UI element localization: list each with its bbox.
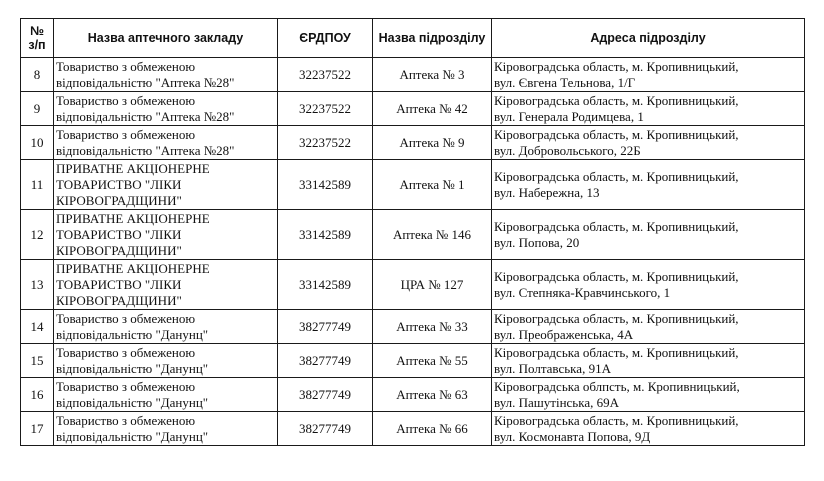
- pharmacy-name-line: відповідальністю "Аптека №28": [56, 74, 235, 90]
- unit-address-line: вул. Космонавта Попова, 9Д: [494, 428, 651, 444]
- pharmacy-name-line: відповідальністю "Данунц": [56, 394, 209, 410]
- pharmacy-name: [54, 160, 278, 210]
- unit-address: [492, 92, 805, 126]
- pharmacy-name-line: ПРИВАТНЕ АКЦІОНЕРНЕ: [56, 260, 210, 276]
- unit-address: [492, 58, 805, 92]
- unit-address-line: Кіровоградська область, м. Кропивницький,: [494, 310, 739, 326]
- pharmacy-name: [54, 210, 278, 260]
- table-row: [21, 160, 805, 210]
- unit-address: [492, 126, 805, 160]
- table-row: [21, 412, 805, 446]
- unit-address-line: вул. Степняка-Кравчинського, 1: [494, 284, 671, 300]
- table-row: [21, 344, 805, 378]
- unit-address-line: Кіровоградська область, м. Кропивницький,: [494, 168, 739, 184]
- edrpou-code: 38277749: [278, 412, 373, 446]
- unit-address: [492, 260, 805, 310]
- unit-address-line: вул. Генерала Родимцева, 1: [494, 108, 644, 124]
- unit-address-line: Кіровоградська область, м. Кропивницький,: [494, 218, 739, 234]
- unit-address-line: вул. Добровольського, 22Б: [494, 142, 641, 158]
- unit-name: ЦРА № 127: [373, 260, 492, 310]
- row-number: 12: [21, 210, 54, 260]
- unit-address-line: вул. Полтавська, 91А: [494, 360, 611, 376]
- pharmacy-name-line: ТОВАРИСТВО "ЛІКИ: [56, 276, 182, 292]
- pharmacy-name: [54, 378, 278, 412]
- row-number: 14: [21, 310, 54, 344]
- header-number: [21, 19, 54, 58]
- row-number: 8: [21, 58, 54, 92]
- header-pharmacy-name: Назва аптечного закладу: [54, 19, 278, 58]
- pharmacy-name-line: Товариство з обмеженою: [56, 412, 196, 428]
- pharmacy-name-line: відповідальністю "Данунц": [56, 428, 209, 444]
- edrpou-code: 38277749: [278, 344, 373, 378]
- unit-name: Аптека № 33: [373, 310, 492, 344]
- table-row: [21, 210, 805, 260]
- pharmacy-name-line: КІРОВОГРАДЩИНИ": [56, 292, 182, 308]
- unit-address-line: Кіровоградська облпсть, м. Кропивницький,: [494, 378, 740, 394]
- header-unit-address: Адреса підрозділу: [492, 19, 805, 58]
- row-number: 11: [21, 160, 54, 210]
- unit-name: Аптека № 42: [373, 92, 492, 126]
- pharmacy-name-line: ТОВАРИСТВО "ЛІКИ: [56, 226, 182, 242]
- pharmacy-name: [54, 412, 278, 446]
- unit-name: Аптека № 146: [373, 210, 492, 260]
- unit-name: Аптека № 66: [373, 412, 492, 446]
- pharmacy-name-line: КІРОВОГРАДЩИНИ": [56, 192, 182, 208]
- header-unit-name: Назва підрозділу: [373, 19, 492, 58]
- unit-address-line: вул. Пашутінська, 69А: [494, 394, 620, 410]
- pharmacy-name-line: Товариство з обмеженою: [56, 310, 196, 326]
- pharmacy-name-line: Товариство з обмеженою: [56, 92, 196, 108]
- unit-name: Аптека № 63: [373, 378, 492, 412]
- header-number-line1: №: [30, 24, 44, 38]
- table-header-row: [21, 19, 805, 58]
- unit-address: [492, 378, 805, 412]
- pharmacy-name-line: ПРИВАТНЕ АКЦІОНЕРНЕ: [56, 210, 210, 226]
- row-number: 9: [21, 92, 54, 126]
- table-row: [21, 378, 805, 412]
- unit-address-line: Кіровоградська область, м. Кропивницький,: [494, 126, 739, 142]
- unit-name: Аптека № 3: [373, 58, 492, 92]
- unit-address-line: вул. Попова, 20: [494, 234, 580, 250]
- edrpou-code: 32237522: [278, 126, 373, 160]
- pharmacy-name-line: Товариство з обмеженою: [56, 378, 196, 394]
- pharmacy-name-line: ТОВАРИСТВО "ЛІКИ: [56, 176, 182, 192]
- pharmacy-name: [54, 344, 278, 378]
- table-row: [21, 310, 805, 344]
- edrpou-code: 32237522: [278, 58, 373, 92]
- table-row: [21, 126, 805, 160]
- edrpou-code: 38277749: [278, 378, 373, 412]
- pharmacy-name-line: КІРОВОГРАДЩИНИ": [56, 242, 182, 258]
- pharmacy-name-line: відповідальністю "Аптека №28": [56, 142, 235, 158]
- pharmacy-name: [54, 126, 278, 160]
- table-row: [21, 58, 805, 92]
- header-edrpou: ЄРДПОУ: [278, 19, 373, 58]
- unit-address-line: вул. Преображенська, 4А: [494, 326, 634, 342]
- header-number-line2: з/п: [28, 38, 46, 52]
- unit-name: Аптека № 9: [373, 126, 492, 160]
- table-body: [21, 58, 805, 446]
- unit-address-line: Кіровоградська область, м. Кропивницький,: [494, 344, 739, 360]
- unit-name: Аптека № 55: [373, 344, 492, 378]
- edrpou-code: 33142589: [278, 260, 373, 310]
- unit-address: [492, 210, 805, 260]
- pharmacy-registry-table: [20, 18, 805, 446]
- unit-address: [492, 160, 805, 210]
- pharmacy-name: [54, 310, 278, 344]
- edrpou-code: 32237522: [278, 92, 373, 126]
- pharmacy-name-line: відповідальністю "Аптека №28": [56, 108, 235, 124]
- unit-address-line: вул. Євгена Тельнова, 1/Г: [494, 74, 636, 90]
- table-row: [21, 92, 805, 126]
- pharmacy-name-line: відповідальністю "Данунц": [56, 326, 209, 342]
- unit-address-line: Кіровоградська область, м. Кропивницький,: [494, 92, 739, 108]
- edrpou-code: 38277749: [278, 310, 373, 344]
- unit-address-line: вул. Набережна, 13: [494, 184, 600, 200]
- row-number: 16: [21, 378, 54, 412]
- unit-address: [492, 310, 805, 344]
- pharmacy-name-line: ПРИВАТНЕ АКЦІОНЕРНЕ: [56, 160, 210, 176]
- row-number: 10: [21, 126, 54, 160]
- pharmacy-name-line: відповідальністю "Данунц": [56, 360, 209, 376]
- table-row: [21, 260, 805, 310]
- pharmacy-name-line: Товариство з обмеженою: [56, 126, 196, 142]
- pharmacy-name: [54, 92, 278, 126]
- row-number: 15: [21, 344, 54, 378]
- row-number: 13: [21, 260, 54, 310]
- unit-address: [492, 412, 805, 446]
- row-number: 17: [21, 412, 54, 446]
- unit-name: Аптека № 1: [373, 160, 492, 210]
- unit-address-line: Кіровоградська область, м. Кропивницький,: [494, 412, 739, 428]
- unit-address-line: Кіровоградська область, м. Кропивницький,: [494, 268, 739, 284]
- pharmacy-name-line: Товариство з обмеженою: [56, 344, 196, 360]
- edrpou-code: 33142589: [278, 210, 373, 260]
- pharmacy-name: [54, 260, 278, 310]
- pharmacy-name: [54, 58, 278, 92]
- unit-address-line: Кіровоградська область, м. Кропивницький,: [494, 58, 739, 74]
- unit-address: [492, 344, 805, 378]
- pharmacy-name-line: Товариство з обмеженою: [56, 58, 196, 74]
- edrpou-code: 33142589: [278, 160, 373, 210]
